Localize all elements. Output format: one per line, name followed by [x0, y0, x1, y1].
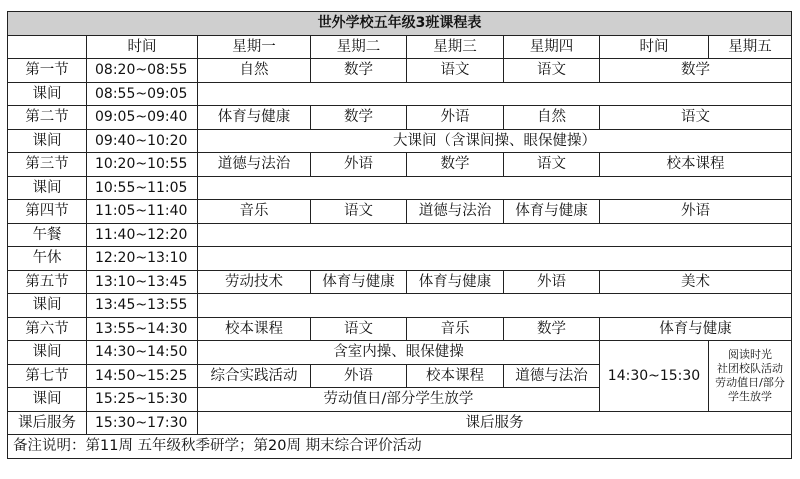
activity-cell: [198, 223, 792, 247]
row-label: 午休: [8, 247, 87, 271]
tuesday-cell: 数学: [311, 106, 407, 130]
monday-cell: 体育与健康: [198, 106, 311, 130]
row-label: 第四节: [8, 200, 87, 224]
header-time: 时间: [87, 35, 198, 59]
tuesday-cell: 外语: [311, 153, 407, 177]
header-thursday: 星期四: [504, 35, 600, 59]
rest-row: [8, 247, 792, 271]
thursday-cell: 道德与法治: [504, 364, 600, 388]
period-3-row: [8, 153, 792, 177]
row-label: 课间: [8, 388, 87, 412]
time-cell: 10:20~10:55: [87, 153, 198, 177]
monday-cell: 音乐: [198, 200, 311, 224]
friday-activity-line: 阅读时光: [728, 347, 772, 361]
friday-activity-line: 学生放学: [728, 389, 772, 403]
activity-cell: [198, 247, 792, 271]
time-cell: 11:40~12:20: [87, 223, 198, 247]
tuesday-cell: 外语: [311, 364, 407, 388]
friday-cell: 数学: [600, 59, 792, 83]
wednesday-cell: 体育与健康: [407, 270, 504, 294]
period-4-row: [8, 200, 792, 224]
activity-cell: 课后服务: [198, 411, 792, 435]
tuesday-cell: 体育与健康: [311, 270, 407, 294]
lunch-row: [8, 223, 792, 247]
header-wednesday: 星期三: [407, 35, 504, 59]
time-cell: 10:55~11:05: [87, 176, 198, 200]
wednesday-cell: 校本课程: [407, 364, 504, 388]
friday-cell: 体育与健康: [600, 317, 792, 341]
row-label: 课间: [8, 82, 87, 106]
row-label: 午餐: [8, 223, 87, 247]
time-cell: 15:25~15:30: [87, 388, 198, 412]
period-2-row: [8, 106, 792, 130]
wednesday-cell: 数学: [407, 153, 504, 177]
header-tuesday: 星期二: [311, 35, 407, 59]
note-row: [8, 435, 792, 459]
note-text: 备注说明：第11周 五年级秋季研学；第20周 期末综合评价活动: [8, 435, 792, 459]
activity-cell: [198, 176, 792, 200]
thursday-cell: 外语: [504, 270, 600, 294]
time-cell: 08:55~09:05: [87, 82, 198, 106]
activity-cell: [198, 82, 792, 106]
header-friday: 星期五: [709, 35, 792, 59]
thursday-cell: 数学: [504, 317, 600, 341]
row-label: 课间: [8, 294, 87, 318]
period-1-row: [8, 59, 792, 83]
header-row: [8, 35, 792, 59]
break-5-row: [8, 294, 792, 318]
friday-cell: 美术: [600, 270, 792, 294]
break-2-row: [8, 129, 792, 153]
time-cell: 11:05~11:40: [87, 200, 198, 224]
activity-cell: 大课间（含课间操、眼保健操）: [198, 129, 792, 153]
time-cell: 09:05~09:40: [87, 106, 198, 130]
monday-cell: 道德与法治: [198, 153, 311, 177]
time-cell: 14:50~15:25: [87, 364, 198, 388]
friday-cell: 外语: [600, 200, 792, 224]
row-label: 第六节: [8, 317, 87, 341]
wednesday-cell: 音乐: [407, 317, 504, 341]
thursday-cell: 语文: [504, 153, 600, 177]
period-5-row: [8, 270, 792, 294]
friday-afternoon-activities: [709, 341, 792, 412]
tuesday-cell: 数学: [311, 59, 407, 83]
tuesday-cell: 语文: [311, 317, 407, 341]
thursday-cell: 自然: [504, 106, 600, 130]
time-cell: 13:45~13:55: [87, 294, 198, 318]
friday-cell: 语文: [600, 106, 792, 130]
tuesday-cell: 语文: [311, 200, 407, 224]
after-school-row: [8, 411, 792, 435]
row-label: 课后服务: [8, 411, 87, 435]
activity-cell: 劳动值日/部分学生放学: [198, 388, 600, 412]
wednesday-cell: 外语: [407, 106, 504, 130]
row-label: 第三节: [8, 153, 87, 177]
break-6-row: [8, 341, 792, 365]
wednesday-cell: 道德与法治: [407, 200, 504, 224]
friday-activity-line: 社团校队活动: [717, 361, 783, 375]
thursday-cell: 体育与健康: [504, 200, 600, 224]
break-1-row: [8, 82, 792, 106]
time-cell: 08:20~08:55: [87, 59, 198, 83]
friday-activity-line: 劳动值日/部分: [715, 375, 785, 389]
row-label: 课间: [8, 176, 87, 200]
time-cell: 15:30~17:30: [87, 411, 198, 435]
period-6-row: [8, 317, 792, 341]
thursday-cell: 语文: [504, 59, 600, 83]
row-label: 第一节: [8, 59, 87, 83]
monday-cell: 劳动技术: [198, 270, 311, 294]
row-label: 课间: [8, 341, 87, 365]
time-cell: 14:30~14:50: [87, 341, 198, 365]
friday-afternoon-time: 14:30~15:30: [600, 341, 709, 412]
time-cell: 13:55~14:30: [87, 317, 198, 341]
header-blank: [8, 35, 87, 59]
wednesday-cell: 语文: [407, 59, 504, 83]
row-label: 第五节: [8, 270, 87, 294]
header-time-2: 时间: [600, 35, 709, 59]
row-label: 第七节: [8, 364, 87, 388]
time-cell: 09:40~10:20: [87, 129, 198, 153]
row-label: 第二节: [8, 106, 87, 130]
monday-cell: 自然: [198, 59, 311, 83]
break-3-row: [8, 176, 792, 200]
timetable: [7, 11, 792, 459]
monday-cell: 校本课程: [198, 317, 311, 341]
time-cell: 13:10~13:45: [87, 270, 198, 294]
timetable-title: 世外学校五年级3班课程表: [8, 12, 792, 36]
time-cell: 12:20~13:10: [87, 247, 198, 271]
row-label: 课间: [8, 129, 87, 153]
header-monday: 星期一: [198, 35, 311, 59]
activity-cell: [198, 294, 792, 318]
activity-cell: 含室内操、眼保健操: [198, 341, 600, 365]
monday-cell: 综合实践活动: [198, 364, 311, 388]
friday-cell: 校本课程: [600, 153, 792, 177]
